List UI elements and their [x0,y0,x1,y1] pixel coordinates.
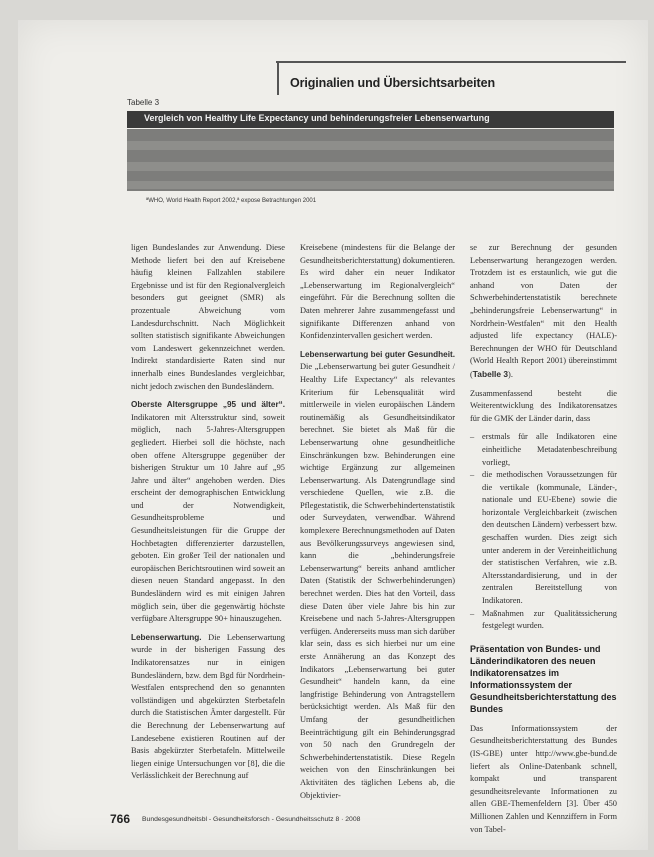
inline-heading: Oberste Altersgruppe „95 und älter“. [131,400,285,410]
header-tick [277,61,279,95]
sub-heading: Präsentation von Bundes- und Länderindikatoren des neuen Indikatorensatzes im Informationssystem der Gesundheitsberichterstattung des Bundes [470,643,617,714]
paragraph [300,349,455,802]
paragraph: Das Informationssystem der Gesundheitsberichterstattung des Bundes (IS-GBE) unter http://www.gbe-bund.de liefert als Online-Datenbank schnell, kompakt und transparent gesundheitsrelevante Informationen zu allen GBE-Themenfeldern [3]. Über 450 Millionen Zahlen und Kennziffern in Form von Tabel- [470,723,617,834]
text-column-3 [470,242,617,842]
page-number: 766 [110,812,131,826]
paragraph [131,632,285,783]
list-item: – Maßnahmen zur Qualitätssicherung festgelegt wurden. [470,608,617,633]
paragraph: Kreisebene (mindestens für die Belange der Gesundheitsberichterstattung) dokumentieren. Es wird daher ein neuer Indikator „Lebenserwartung im Regionalvergleich“ eingeführt. Für die Berechnung sollten die Daten mehrerer Jahre zusammengefasst und signifikante Differenzen anhand von Konfidenzintervallen gesichert werden. [300,243,455,341]
table-row-band [127,162,614,171]
table-footnote: ªWHO, World Health Report 2002,ª expose Betrachtungen 2001 [146,198,317,204]
paragraph-text: se zur Berechnung der gesunden Lebenserwartung herangezogen werden. Trotzdem ist es erstaunlich, wie gut die anhand von Daten der Schwerbehindertenstatistik berechnete „behinderungsfreie Lebenserwartung“ in Nordrhein-Westfalen“ mit den Health adjusted life expectancy (HALE)-Berechnungen der WHO für Deutschland (World Health Report 2001) übereinstimmt ( [470,243,617,379]
inline-heading: Lebenserwartung bei guter Gesundheit. [300,349,455,359]
section-title: Originalien und Übersichtsarbeiten [290,76,495,90]
list-item: – die methodischen Voraussetzungen für die vertikale (kommunale, Länder-, nationale und EU-Ebene) sowie die horizontale Vergleichbarkeit (zwischen den deutschen Ländern) verbessert bzw. geschaffen wurden. Dies zeigt sich unter anderem in der Vereinheitlichung der statistischen Verfahren, wie z.B. Altersstandardisierung, und in der zentralen Bereitstellung von Indikatoren. [470,469,617,608]
inline-heading: Lebenserwartung. [131,632,202,642]
paragraph [131,399,285,626]
paragraph-text: Die Lebenserwartung wurde in der bisherigen Fassung des Indikatorensatzes nur in einigen Bundesländern, bzw. dem Bgd für Nordrhein-Westfalen entsprechend den so genannten vollständigen und abgekürzten Sterbetafeln durch die Statistischen Ämter dargestellt. Für die Berechnung der Lebenserwartung auf Landesebene existieren Routinen auf der Basis abgekürzter Sterbetafeln. Mittelweile liegen einige Untersuchungen vor [8], die die Verlässlichkeit der Berechnung auf [131,632,285,781]
paragraph [470,242,617,382]
paragraph: Zusammenfassend besteht die Weiterentwicklung des Indikatorensatzes für die GMK der Länder darin, dass [470,388,617,423]
header-rule [276,61,626,63]
paragraph: ligen Bundeslandes zur Anwendung. Diese Methode liefert bei den auf Kreisebene häufig kleinen Fallzahlen stabilere Ergebnisse und ist für den Regionalvergleich besonders gut geeignet (SMR) als prozentuale Abweichung vom Landesdurchschnitt. Nach Möglichkeit sollten statistisch signifikante Abweichungen vom Landeswert gekennzeichnet werden. Indirekt standardisierte Raten sind nur innerhalb eines Bundeslandes vergleichbar, nicht jedoch zwischen den Bundesländern. [131,243,285,391]
paragraph-text: Indikatoren mit Altersstruktur sind, soweit möglich, nach 5-Jahres-Altersgruppen gegliedert. Hierbei soll die höchste, nach oben offene Altersgruppe gegenüber der bisherigen Struktur um 10 Jahre auf „95 Jahre und älter“ angehoben werden. Dies erscheint der demographischen Entwicklung und der Notwendigkeit, Gesundheitsprobleme und Gesundheitsleistungen für die Gruppe der Hochbetagten differenzierter darzustellen, geboten. Ein großer Teil der nationalen und europäischen Berichtsroutinen wird soweit an diesen neuen Standard angepasst. In den Bundesländern wird es mit einigen Jahren möglich sein, über die gegenwärtig höchste verfügbare Altersgruppe 90+ hinauszugehen. [131,412,285,624]
table-reference-link[interactable]: Tabelle 3 [472,368,509,379]
bullet-list [470,431,617,633]
table-row-band [127,141,614,150]
paragraph-text: ). [508,369,513,379]
paragraph-text: Die „Lebenserwartung bei guter Gesundheit / Healthy Life Expectancy“ als relevantes Kriterium für Lebensqualität wird mittlerweile in vielen europäischen Ländern routinemäßig als Gesundheitsindikator berechnet. Sie bietet als Maß für die Lebenserwartung ohne gesundheitliche Einschränkungen bzw. Behinderungen eine wichtige Ergänzung zur allgemeinen Lebenserwartung. Als Datengrundlage sind verschiedene Quellen, wie z.B. die Pflegestatistik, die Schwerbehindertenstatistik oder Surveydaten, verwendbar. Während komplexere Berechnungsmethoden auf Daten aus Bevölkerungssurveys angewiesen sind, kann die „behinderungsfreie Lebenserwartung“ bereits anhand amtlicher Daten (Statistik der Schwerbehinderungen) berechnet werden. Dies hat den Vorteil, dass diese Daten über viele Jahre bis hin zur Kreisebene und nach 5-Jahres-Altersgruppen verfügen. Andererseits muss man sich darüber klar sein, dass es sich hierbei nur um eine erste Annäherung an das Konzept des Indikators „Lebenserwartung bei guter Gesundheit“ handeln kann, da eine langfristige Behinderung von Antragstellern berücksichtigt werden. Als Maß für den Umfang der gesundheitlichen Beeinträchtigung gilt ein Behinderungsgrad von 50 nach den Grundregeln der Schwerbehindertenstatistik. Diese Regeln weichen von den Einschränkungen bei Aktivitäten des täglichen Lebens ab, die Objektivier- [300,362,455,800]
table-row-band [127,181,614,189]
journal-citation: Bundesgesundheitsbl - Gesundheitsforsch - Gesundheitsschutz 8 · 2008 [142,816,361,823]
table-title: Vergleich von Healthy Life Expectancy und behinderungsfreier Lebenserwartung [144,113,490,123]
text-column-2 [300,242,455,808]
list-item: – erstmals für alle Indikatoren eine einheitliche Metadatenbeschreibung vorliegt, [470,431,617,469]
text-column-1 [131,242,285,789]
table-label: Tabelle 3 [127,98,160,107]
